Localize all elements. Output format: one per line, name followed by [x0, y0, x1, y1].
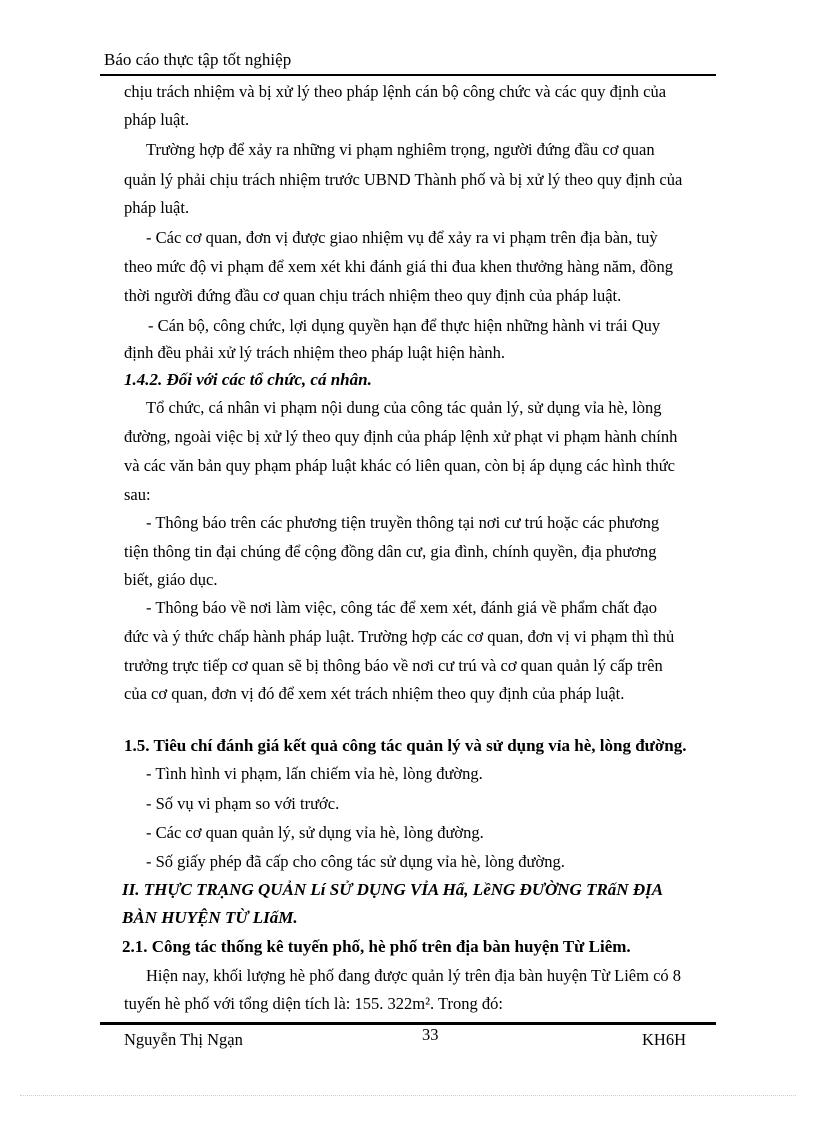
section-heading-2-1: 2.1. Công tác thống kê tuyến phố, hè phố trên địa bàn huyện Từ Liêm.	[122, 937, 631, 956]
section-heading-1-4-2: 1.4.2. Đối với các tổ chức, cá nhân.	[124, 370, 372, 389]
footer-rule	[100, 1022, 716, 1025]
paragraph-line: tiện thông tin đại chúng để cộng đồng dân cư, gia đình, chính quyền, địa phương	[124, 542, 657, 561]
header-title: Báo cáo thực tập tốt nghiệp	[104, 50, 292, 69]
paragraph-line: trưởng trực tiếp cơ quan sẽ bị thông báo về nơi cư trú và cơ quan quản lý cấp trên	[124, 656, 663, 675]
paragraph-line: thời người đứng đầu cơ quan chịu trách nhiệm theo quy định của pháp luật.	[124, 286, 622, 305]
paragraph-line: và các văn bản quy phạm pháp luật khác có liên quan, còn bị áp dụng các hình thức	[124, 456, 675, 475]
page-bottom-border	[20, 1095, 796, 1096]
section-heading-2-cont: BÀN HUYỆN TỪ LIấM.	[122, 908, 298, 927]
page-number: 33	[422, 1025, 439, 1044]
paragraph-line: - Thông báo trên các phương tiện truyền thông tại nơi cư trú hoặc các phương	[146, 513, 660, 532]
paragraph-line: - Thông báo về nơi làm việc, công tác để xem xét, đánh giá về phẩm chất đạo	[146, 598, 658, 617]
paragraph-line: - Cán bộ, công chức, lợi dụng quyền hạn để thực hiện những hành vi trái Quy	[148, 316, 661, 335]
paragraph-line: theo mức độ vi phạm để xem xét khi đánh giá thi đua khen thưởng hàng năm, đồng	[124, 257, 674, 276]
section-heading-1-5: 1.5. Tiêu chí đánh giá kết quả công tác quản lý và sử dụng vỉa hè, lòng đường.	[124, 736, 687, 755]
paragraph-line: Trường hợp để xảy ra những vi phạm nghiêm trọng, người đứng đầu cơ quan	[146, 140, 655, 159]
list-item: - Số giấy phép đã cấp cho công tác sử dụng vỉa hè, lòng đường.	[146, 852, 565, 871]
paragraph-line: của cơ quan, đơn vị đó để xem xét trách nhiệm theo quy định của pháp luật.	[124, 684, 625, 703]
paragraph-line: Tổ chức, cá nhân vi phạm nội dung của công tác quản lý, sử dụng vỉa hè, lòng	[146, 398, 662, 417]
list-item: - Tình hình vi phạm, lấn chiếm vỉa hè, lòng đường.	[146, 764, 483, 783]
paragraph-line: pháp luật.	[124, 198, 190, 217]
section-heading-2: II. THỰC TRẠNG QUẢN Lí SỬ DỤNG VỈA Hẩ, LềNG ĐƯỜNG TRấN ĐỊA	[122, 880, 664, 899]
paragraph-line: sau:	[124, 485, 151, 504]
list-item: - Số vụ vi phạm so với trước.	[146, 794, 340, 813]
paragraph-line: biết, giáo dục.	[124, 570, 218, 589]
paragraph-line: định đều phải xử lý trách nhiệm theo pháp luật hiện hành.	[124, 343, 506, 362]
paragraph-line: pháp luật.	[124, 110, 190, 129]
paragraph-line: Hiện nay, khối lượng hè phố đang được quản lý trên địa bàn huyện Từ Liêm có 8	[146, 966, 682, 985]
paragraph-line: quản lý phải chịu trách nhiệm trước UBND Thành phố và bị xử lý theo quy định của	[124, 170, 683, 189]
list-item: - Các cơ quan quản lý, sử dụng vỉa hè, lòng đường.	[146, 823, 484, 842]
paragraph-line: đức và ý thức chấp hành pháp luật. Trường hợp các cơ quan, đơn vị vi phạm thì thủ	[124, 627, 675, 646]
footer-class: KH6H	[642, 1030, 686, 1049]
paragraph-line: chịu trách nhiệm và bị xử lý theo pháp lệnh cán bộ công chức và các quy định của	[124, 82, 667, 101]
header-rule	[100, 74, 716, 76]
footer-author: Nguyễn Thị Ngạn	[124, 1030, 243, 1049]
paragraph-line: - Các cơ quan, đơn vị được giao nhiệm vụ để xảy ra vi phạm trên địa bàn, tuỳ	[146, 228, 658, 247]
paragraph-line: đường, ngoài việc bị xử lý theo quy định của pháp lệnh xử phạt vi phạm hành chính	[124, 427, 678, 446]
paragraph-line: tuyến hè phố với tổng diện tích là: 155. 322m². Trong đó:	[124, 994, 503, 1013]
